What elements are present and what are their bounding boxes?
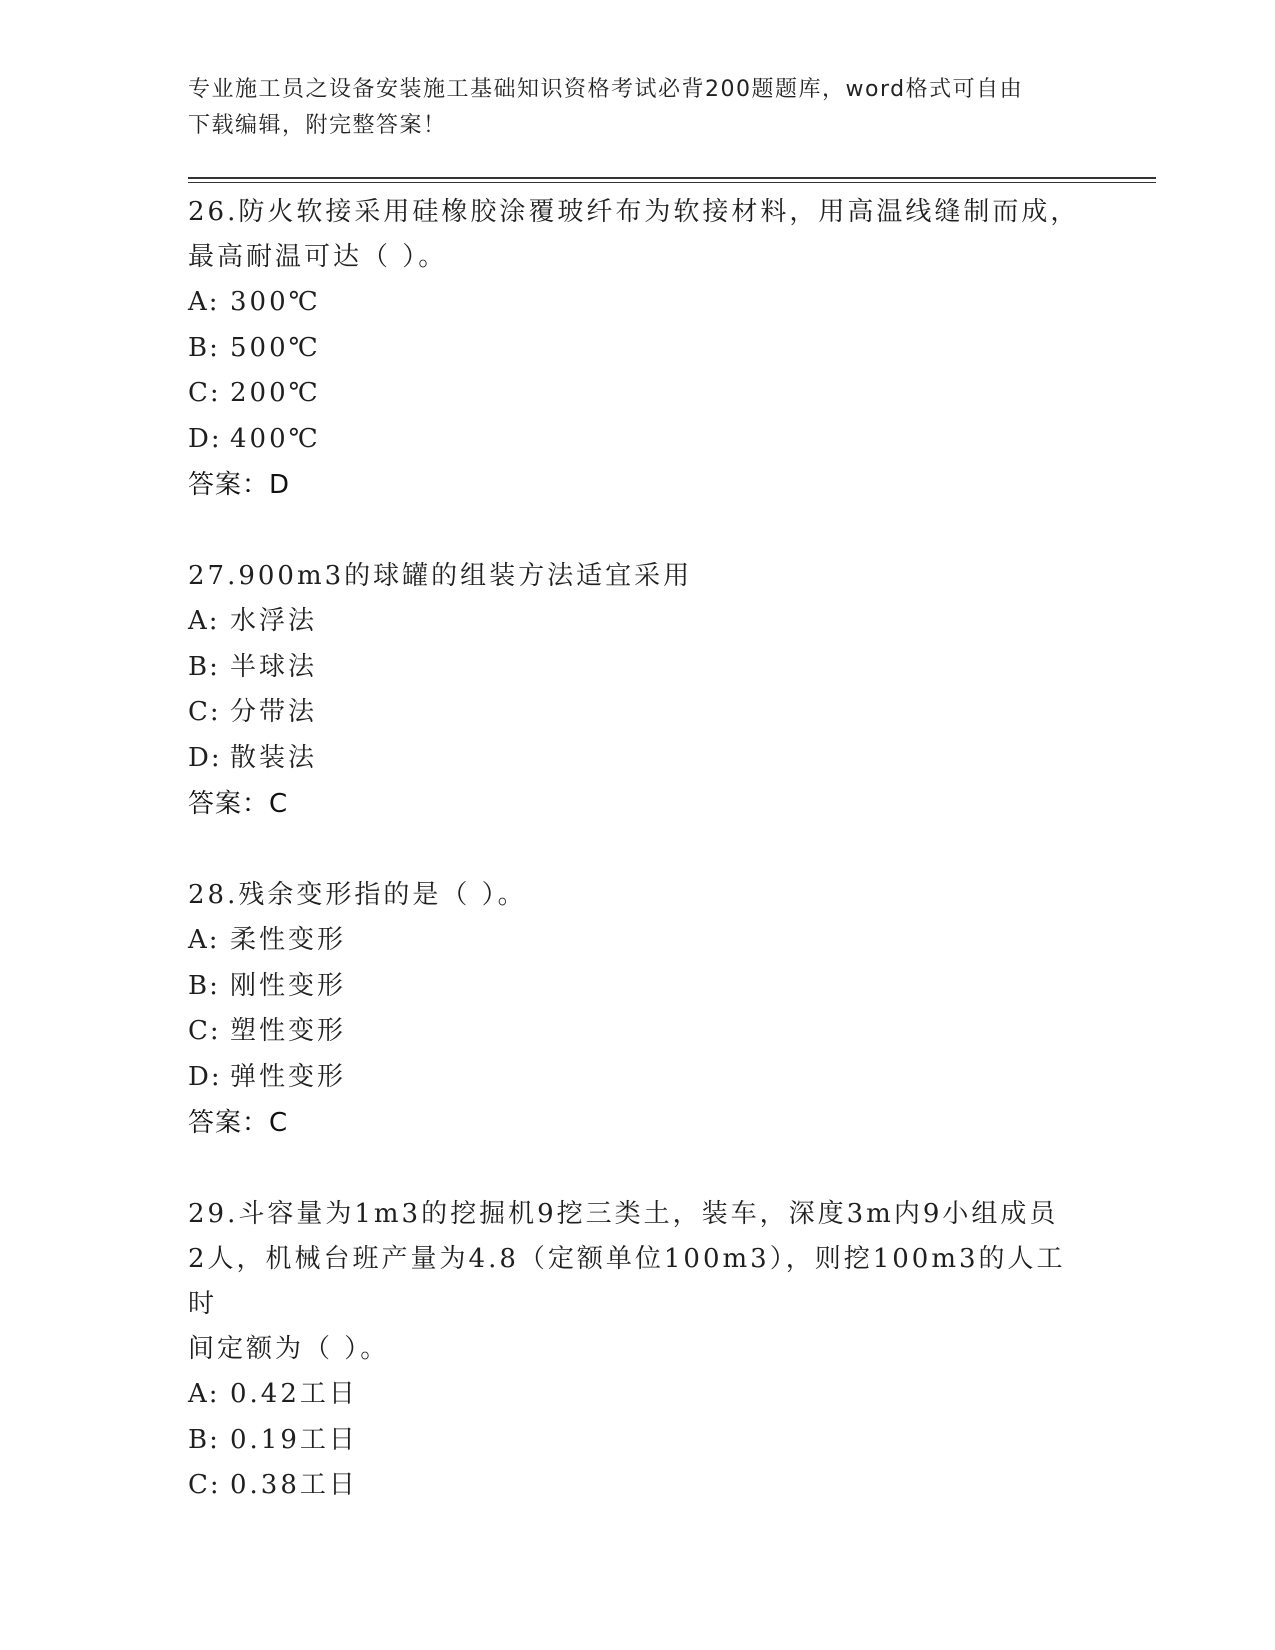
option-text: 200℃	[230, 378, 321, 408]
option-text: 弹性变形	[230, 1061, 347, 1092]
option-key: C:	[188, 697, 221, 727]
answer-option	[188, 326, 1088, 372]
answer-line: 答案：C	[188, 1108, 289, 1138]
option-key: A:	[188, 287, 220, 317]
option-text: 0.38工日	[230, 1470, 358, 1500]
header-line-1: 专业施工员之设备安装施工基础知识资格考试必背200题题库，word格式可自由	[188, 77, 1024, 102]
option-text: 300℃	[230, 287, 321, 317]
option-key: A:	[188, 606, 220, 636]
header-divider	[188, 177, 1156, 183]
option-text: 半球法	[230, 651, 318, 682]
header-line-2: 下载编辑，附完整答案！	[188, 113, 447, 138]
answer-option	[188, 1009, 1088, 1055]
option-key: B:	[188, 651, 220, 682]
option-key: D:	[188, 742, 222, 773]
answer-option	[188, 964, 1088, 1010]
answer-line: 答案：C	[188, 789, 289, 819]
answer-option	[188, 1055, 1088, 1101]
question-block	[188, 1192, 1088, 1509]
option-text: 0.19工日	[230, 1424, 358, 1455]
option-text: 400℃	[230, 423, 321, 454]
answer-option	[188, 371, 1088, 417]
answer-option	[188, 736, 1088, 782]
question-text-line: 28.残余变形指的是（ ）。	[188, 880, 527, 910]
question-block	[188, 554, 1088, 827]
question-text-line: 2人，机械台班产量为4.8（定额单位100m3），则挖100m3的人工时	[188, 1244, 1066, 1319]
question-text-line: 最高耐温可达（ ）。	[188, 242, 448, 272]
option-key: B:	[188, 970, 220, 1001]
answer-option	[188, 918, 1088, 964]
option-key: A:	[188, 1379, 220, 1409]
document-header	[188, 72, 1068, 144]
answer-option	[188, 690, 1088, 736]
option-key: A:	[188, 925, 220, 955]
answer-option	[188, 1372, 1088, 1418]
option-text: 刚性变形	[230, 970, 347, 1001]
question-text-line: 29.斗容量为1m3的挖掘机9挖三类土，装车，深度3m内9小组成员	[188, 1199, 1059, 1229]
option-key: B:	[188, 332, 220, 363]
option-text: 500℃	[230, 332, 321, 363]
option-key: B:	[188, 1424, 220, 1455]
option-text: 水浮法	[230, 606, 318, 636]
option-key: D:	[188, 1061, 222, 1092]
answer-option	[188, 280, 1088, 326]
question-list	[188, 190, 1088, 1555]
option-text: 分带法	[230, 697, 318, 727]
answer-option	[188, 417, 1088, 463]
question-text-line: 27.900m3的球罐的组装方法适宜采用	[188, 561, 693, 591]
answer-option	[188, 1463, 1088, 1509]
option-text: 散装法	[230, 742, 318, 773]
question-text-line: 26.防火软接采用硅橡胶涂覆玻纤布为软接材料，用高温线缝制而成，	[188, 197, 1080, 227]
answer-option	[188, 645, 1088, 691]
question-text-line: 间定额为（ ）。	[188, 1334, 390, 1364]
answer-line: 答案：D	[188, 470, 291, 500]
answer-option	[188, 599, 1088, 645]
option-key: C:	[188, 1470, 221, 1500]
option-key: C:	[188, 1016, 221, 1046]
option-key: D:	[188, 423, 222, 454]
question-block	[188, 190, 1088, 508]
option-text: 塑性变形	[230, 1016, 347, 1046]
option-key: C:	[188, 378, 221, 408]
answer-option	[188, 1418, 1088, 1464]
option-text: 柔性变形	[230, 925, 347, 955]
question-block	[188, 873, 1088, 1146]
option-text: 0.42工日	[230, 1379, 358, 1409]
